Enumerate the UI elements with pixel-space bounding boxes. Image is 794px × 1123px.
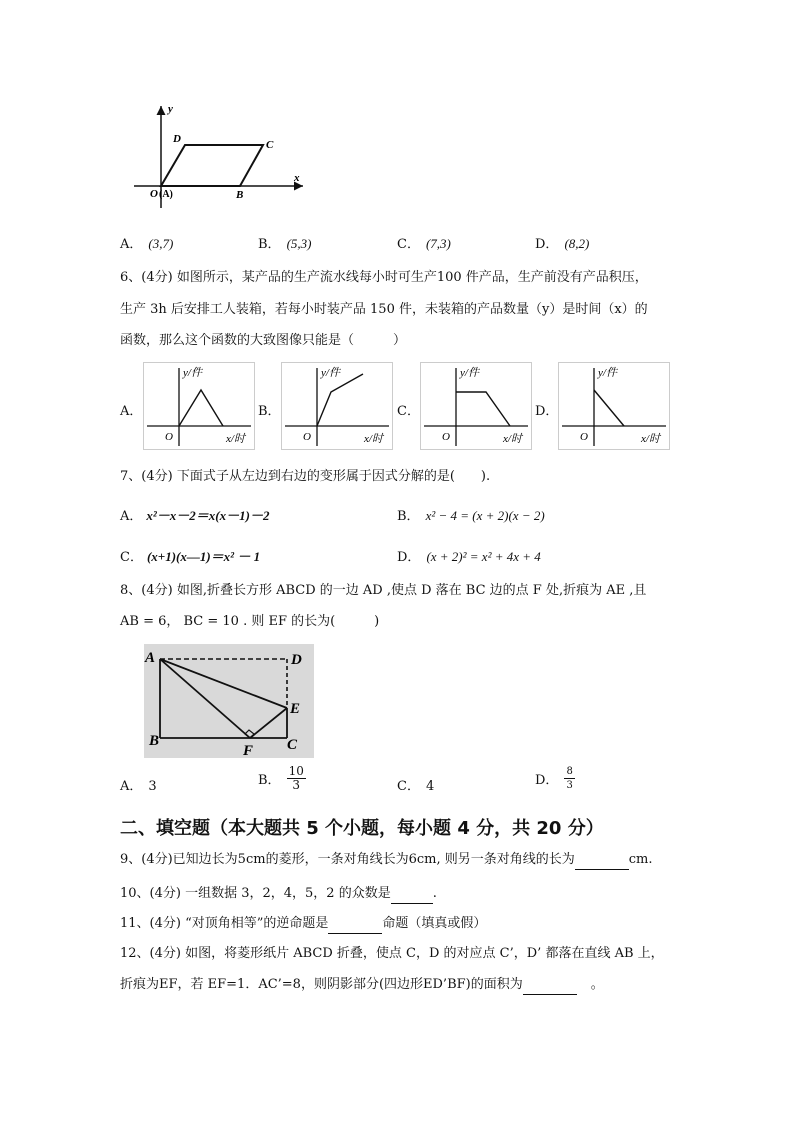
q8-option-c[interactable]: C． 4 <box>397 779 435 794</box>
q6-graph-c <box>420 362 532 450</box>
fig-label-A: A <box>145 650 156 666</box>
label-B: B <box>236 189 244 201</box>
q6-option-a[interactable]: A． <box>120 404 143 419</box>
label-D: D <box>173 133 181 145</box>
graph-d-origin: O <box>580 431 588 443</box>
graph-d-x-label: x/时 <box>641 433 660 445</box>
q8-option-a[interactable]: A． 3 <box>120 779 157 794</box>
graph-b-x-label: x/时 <box>364 433 383 445</box>
graph-a-x-label: x/时 <box>226 433 245 445</box>
q10-answer-blank[interactable] <box>391 889 433 904</box>
label-y: y <box>168 103 173 115</box>
q6-stem-line2: 生产 3h 后安排工人装箱，若每小时装产品 150 件，未装箱的产品数量（y）是时间（x）的 <box>120 302 648 317</box>
q7-stem: 7、(4分) 下面式子从左边到右边的变形属于因式分解的是( ). <box>120 469 491 484</box>
q8-fold-figure <box>144 644 314 758</box>
fig-label-E: E <box>290 701 301 717</box>
fig-label-B: B <box>149 733 160 749</box>
q7-option-d[interactable]: D． (x + 2)² = x² + 4x + 4 <box>397 549 541 565</box>
q8-stem-line2: AB = 6， BC = 10 . 则 EF 的长为( ) <box>120 614 380 629</box>
q5-coordinate-figure <box>128 100 308 210</box>
fig-label-C: C <box>287 737 298 753</box>
q5-option-d[interactable]: D． (8,2) <box>535 236 590 252</box>
q6-option-b[interactable]: B． <box>258 404 281 419</box>
q8-option-b[interactable]: B． $\frac{10}{3}$ <box>258 764 304 792</box>
graph-a-origin: O <box>165 431 173 443</box>
q5-option-b[interactable]: B． (5,3) <box>258 236 312 252</box>
q7-option-b[interactable]: B． x² − 4 = (x + 2)(x − 2) <box>397 508 545 524</box>
q5-option-a[interactable]: A． (3,7) <box>120 236 174 252</box>
q8-option-d[interactable]: D． $\frac{8}{3}$ <box>535 766 573 791</box>
graph-c-origin: O <box>442 431 450 443</box>
q9-answer-blank[interactable] <box>575 855 629 870</box>
label-O: O <box>150 188 158 200</box>
fig-label-D: D <box>291 652 302 668</box>
parallelogram-ABCD <box>161 145 263 186</box>
q7-option-a[interactable]: A． x²－x－2＝x(x－1)－2 <box>120 508 270 524</box>
graph-b-origin: O <box>303 431 311 443</box>
q12-line1: 12、(4分) 如图，将菱形纸片 ABCD 折叠，使点 C，D 的对应点 C’，D’ 都落在直线 AB 上， <box>120 946 664 961</box>
q12-line2: 折痕为EF，若 EF=1．AC’=8，则阴影部分(四边形ED’BF)的面积为 。 <box>120 975 604 995</box>
q9: 9、(4分)已知边长为5cm的菱形，一条对角线长为6cm, 则另一条对角线的长为 cm. <box>120 850 652 870</box>
q8-stem-line1: 8、(4分) 如图,折叠长方形 ABCD 的一边 AD ,使点 D 落在 BC 边的点 F 处,折痕为 AE ,且 <box>120 583 647 598</box>
graph-d-line <box>594 390 624 426</box>
q10: 10、(4分) 一组数据 3，2，4，5，2 的众数是 . <box>120 884 437 904</box>
q12-answer-blank[interactable] <box>523 980 577 995</box>
graph-b-line <box>317 374 363 426</box>
q11: 11、(4分) “对顶角相等”的逆命题是 命题（填真或假） <box>120 914 486 934</box>
q11-answer-blank[interactable] <box>328 919 382 934</box>
q6-option-c[interactable]: C． <box>397 404 420 419</box>
graph-b-y-label: y/件 <box>321 367 340 379</box>
graph-d-y-label: y/件 <box>598 367 617 379</box>
fig-label-F: F <box>243 743 254 758</box>
q6-graph-a <box>143 362 255 450</box>
graph-a-y-label: y/件 <box>183 367 202 379</box>
graph-a-line <box>179 390 223 426</box>
q6-stem-line3: 函数，那么这个函数的大致图像只能是（ ） <box>120 333 407 348</box>
q7-option-c[interactable]: C． (x+1)(x—1)＝x² － 1 <box>120 549 261 565</box>
section-2-title: 二、填空题（本大题共 5 个小题，每小题 4 分，共 20 分） <box>120 818 604 839</box>
q6-stem-line1: 6、(4分) 如图所示，某产品的生产流水线每小时可生产100 件产品，生产前没有产品积压， <box>120 270 648 285</box>
q6-graph-b <box>281 362 393 450</box>
q5-option-c[interactable]: C． (7,3) <box>397 236 451 252</box>
q6-graph-d <box>558 362 670 450</box>
q6-option-d[interactable]: D． <box>535 404 559 419</box>
label-A: (A) <box>159 189 173 200</box>
graph-c-y-label: y/件 <box>460 367 479 379</box>
graph-c-line <box>456 392 510 426</box>
graph-c-x-label: x/时 <box>503 433 522 445</box>
label-x: x <box>294 172 300 184</box>
label-C: C <box>266 139 274 151</box>
